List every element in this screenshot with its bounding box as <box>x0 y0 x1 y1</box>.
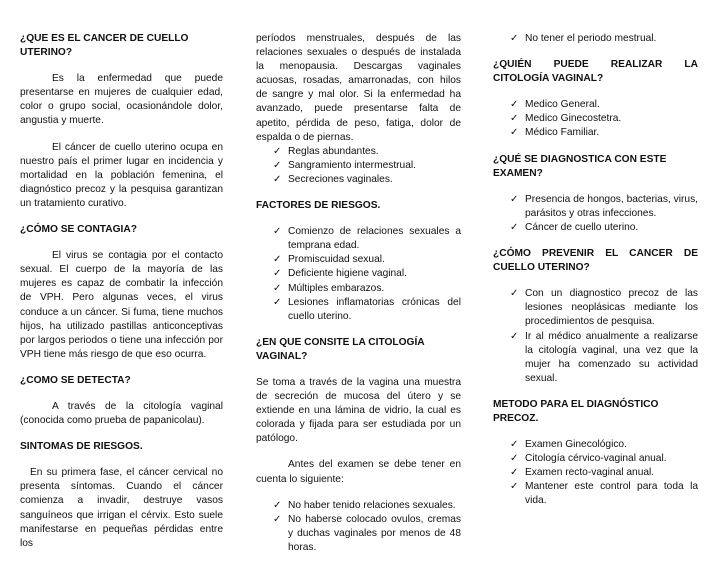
list-item-text: No haberse colocado ovulos, cremas y duchas vaginales por menos de 48 horas. <box>288 513 461 553</box>
list-item-text: Secreciones vaginales. <box>288 173 393 185</box>
list-item-text: Con un diagnostico precoz de las lesiones neoplásicas mediante los procedimientos de pesquisa. <box>525 288 698 328</box>
list-item-text: Medico Ginecostetra. <box>525 113 622 125</box>
list-item <box>493 221 698 235</box>
heading-factores-de-riesgos: FACTORES DE RIESGOS. <box>256 200 381 212</box>
heading-como-prevenir: ¿CÓMO PREVENIR EL CANCER DE CUELLO UTERINO? <box>493 248 698 274</box>
checkmark-icon: ✓ <box>273 296 282 308</box>
diagnosis-list <box>493 193 698 235</box>
list-item-text: Examen recto-vaginal anual. <box>525 467 655 479</box>
list-item-text: Médico Familiar. <box>525 127 600 139</box>
column-1 <box>20 32 223 551</box>
checkmark-icon: ✓ <box>510 193 519 205</box>
list-item <box>256 159 461 173</box>
requirement-list-cont <box>493 32 698 46</box>
list-item-text: Múltiples embarazos. <box>288 282 385 294</box>
requirement-list <box>256 499 461 555</box>
paragraph: A través de la citología vaginal (conocida como prueba de papanicolau). <box>20 400 223 427</box>
checkmark-icon: ✓ <box>510 99 519 111</box>
list-item-text: Promiscuidad sexual. <box>288 254 385 266</box>
list-item <box>493 98 698 112</box>
checkmark-icon: ✓ <box>510 221 519 233</box>
list-item-text: Presencia de hongos, bacterias, virus, parásitos y otras infecciones. <box>525 193 698 219</box>
heading-metodo-diagnostico: METODO PARA EL DIAGNÓSTICO PRECOZ. <box>493 398 659 424</box>
risk-factor-list <box>256 225 461 324</box>
list-item <box>493 193 698 221</box>
list-item <box>493 330 698 386</box>
prevention-list <box>493 287 698 386</box>
paragraph: Es la enfermedad que puede presentarse en mujeres de cualquier edad, color o grupo social, ocasionándole dolor, angustia y muerte. <box>20 73 223 127</box>
checkmark-icon: ✓ <box>273 282 282 294</box>
list-item <box>256 173 461 187</box>
list-item <box>493 480 698 508</box>
list-item <box>493 126 698 140</box>
list-item <box>256 267 461 281</box>
checkmark-icon: ✓ <box>273 513 282 525</box>
list-item <box>493 112 698 126</box>
method-list <box>493 438 698 508</box>
checkmark-icon: ✓ <box>273 226 282 238</box>
heading-como-se-detecta: ¿COMO SE DETECTA? <box>20 374 131 386</box>
list-item <box>493 287 698 329</box>
checkmark-icon: ✓ <box>510 481 519 493</box>
list-item <box>256 145 461 159</box>
list-item-text: Reglas abundantes. <box>288 145 379 157</box>
heading-quien-puede: ¿QUIÉN PUEDE REALIZAR LA CITOLOGÍA VAGINAL? <box>493 59 698 85</box>
paragraph: El virus se contagia por el contacto sexual. El cuerpo de la mayoría de las mujeres es capaz de combatir la infección de VPH. Pero algunas veces, el virus conduce a un cáncer. Si fuma, tiene muchos hijos, ha utilizado pastillas anticonceptivas por largos periodos o tiene una infección por VPH tiene más riesgo de que eso ocurra. <box>20 250 223 360</box>
list-item-text: Cáncer de cuello uterino. <box>525 221 639 233</box>
list-item-text: Sangramiento intermestrual. <box>288 159 416 171</box>
heading-sintomas: SINTOMAS DE RIESGOS. <box>20 441 143 453</box>
list-item <box>256 282 461 296</box>
checkmark-icon: ✓ <box>510 288 519 300</box>
list-item <box>256 513 461 555</box>
list-item <box>493 438 698 452</box>
paragraph: Antes del examen se debe tener en cuenta lo siguiente: <box>256 459 461 485</box>
checkmark-icon: ✓ <box>510 33 519 44</box>
list-item-text: Citología cérvico-vaginal anual. <box>525 453 667 465</box>
list-item <box>493 466 698 480</box>
list-item-text: Comienzo de relaciones sexuales a temprana edad. <box>288 226 461 252</box>
doctor-list <box>493 98 698 140</box>
list-item-text: No haber tenido relaciones sexuales. <box>288 499 456 511</box>
checkmark-icon: ✓ <box>273 499 282 511</box>
paragraph: períodos menstruales, después de las relaciones sexuales o después de instalada la menopausia. Descargas vaginales acuosas, rosadas, amarronadas, con hilos de sangre y mal olor. Si la enfermedad ha avanzado, puede presentarse falta de apetito, pérdida de peso, fatiga, dolor de espalda o de piernas. <box>256 33 461 143</box>
paragraph: El cáncer de cuello uterino ocupa en nuestro país el primer lugar en incidencia y mortalidad en la población femenina, el diagnóstico precoz y la pesquisa garantizan un tratamiento curativo. <box>20 141 223 209</box>
list-item-text: Medico General. <box>525 99 600 111</box>
heading-citologia: ¿EN QUE CONSITE LA CITOLOGÍA VAGINAL? <box>256 336 425 362</box>
list-item <box>493 32 698 46</box>
paragraph: Se toma a través de la vagina una muestra de secreción de mucosa del útero y se extiende en una lámina de vidrio, la cual es colorada y fijada para ser estudiada por un patólogo. <box>256 376 461 445</box>
column-3 <box>493 32 698 521</box>
checkmark-icon: ✓ <box>273 268 282 280</box>
checkmark-icon: ✓ <box>510 439 519 451</box>
checkmark-icon: ✓ <box>273 254 282 266</box>
list-item <box>493 452 698 466</box>
checkmark-icon: ✓ <box>273 173 282 185</box>
paragraph: En su primera fase, el cáncer cervical no presenta síntomas. Cuando el cáncer comienza a invadir, destruye vasos sanguíneos que irrigan el cérvix. Esto suele manifestarse en pequeñas pérdidas entre los <box>20 467 223 549</box>
checkmark-icon: ✓ <box>510 453 519 465</box>
list-item-text: Deficiente higiene vaginal. <box>288 268 407 280</box>
list-item-text: No tener el periodo mestrual. <box>525 33 657 44</box>
checkmark-icon: ✓ <box>510 113 519 125</box>
heading-como-se-contagia: ¿CÓMO SE CONTAGIA? <box>20 224 137 236</box>
checkmark-icon: ✓ <box>510 127 519 139</box>
list-item <box>256 296 461 324</box>
checkmark-icon: ✓ <box>510 467 519 479</box>
symptom-list <box>256 145 461 187</box>
list-item <box>256 499 461 513</box>
column-2 <box>256 32 461 563</box>
list-item <box>256 253 461 267</box>
heading-que-es: ¿QUE ES EL CANCER DE CUELLO UTERINO? <box>20 33 189 59</box>
checkmark-icon: ✓ <box>273 159 282 171</box>
list-item-text: Lesiones inflamatorias crónicas del cuello uterino. <box>288 296 461 322</box>
checkmark-icon: ✓ <box>510 330 519 342</box>
list-item-text: Ir al médico anualmente a realizarse la citología vaginal, una vez que la mujer ha comenzado su actividad sexual. <box>525 330 698 384</box>
list-item-text: Examen Ginecológico. <box>525 439 627 451</box>
list-item-text: Mantener este control para toda la vida. <box>525 481 698 507</box>
list-item <box>256 225 461 253</box>
checkmark-icon: ✓ <box>273 145 282 157</box>
heading-que-se-diagnostica: ¿QUÉ SE DIAGNOSTICA CON ESTE EXAMEN? <box>493 153 667 179</box>
